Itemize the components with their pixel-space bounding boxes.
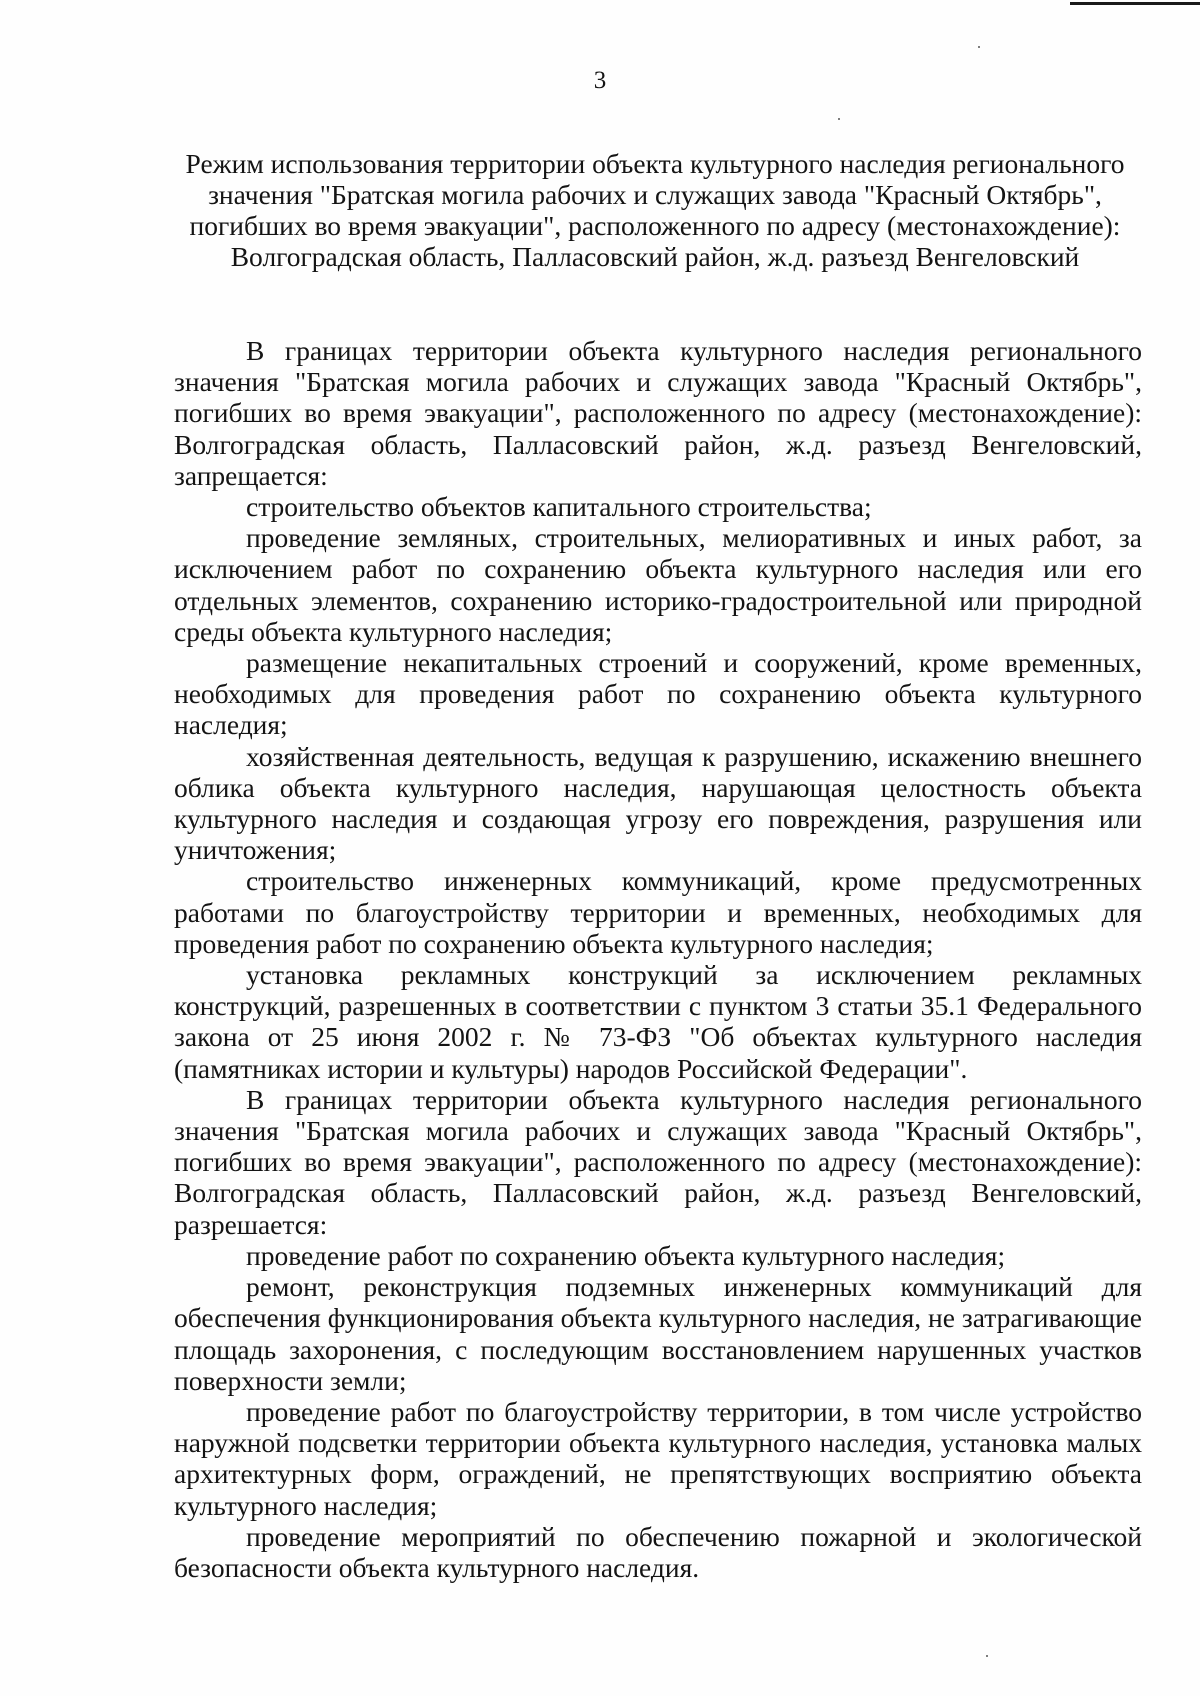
paragraph-permitted-item: проведение работ по благоустройству территории, в том числе устройство наружной подсветки территории объекта культурного наследия, установка малых архитектурных форм, ограждений, не препятствующих восприятию объекта культурного наследия; (174, 1395, 1142, 1521)
scan-speck (986, 1655, 988, 1657)
paragraph-prohibited-item: хозяйственная деятельность, ведущая к разрушению, искажению внешнего облика объекта культурного наследия, нарушающая целостность объекта культурного наследия и создающая угрозу его повреждения, разрушения или уничтожения; (174, 740, 1142, 866)
paragraph-prohibited-intro: В границах территории объекта культурного наследия регионального значения "Братская могила рабочих и служащих завода "Красный Октябрь", погибших во время эвакуации", расположенного по адресу (местонахождение): Волгоградская область, Палласовский район, ж.д. разъезд Венгеловский, запрещается: (174, 335, 1142, 491)
scan-speck (838, 118, 840, 120)
scan-speck (978, 46, 980, 48)
paragraph-prohibited-item: строительство инженерных коммуникаций, кроме предусмотренных работами по благоустройству территории и временных, необходимых для проведения работ по сохранению объекта культурного наследия; (174, 865, 1142, 959)
paragraph-prohibited-item: проведение земляных, строительных, мелиоративных и иных работ, за исключением работ по сохранению объекта культурного наследия или его отдельных элементов, сохранению историко-градостроительной или природной среды объекта культурного наследия; (174, 522, 1142, 647)
paragraph-permitted-item: проведение работ по сохранению объекта культурного наследия; (246, 1239, 1006, 1271)
paragraph-permitted-item: ремонт, реконструкция подземных инженерных коммуникаций для обеспечения функционирования объекта культурного наследия, не затрагивающие площадь захоронения, с последующим восстановлением нарушенных участков поверхности земли; (174, 1271, 1142, 1396)
document-body (174, 335, 1142, 1583)
document-title: Режим использования территории объекта культурного наследия регионального значения "Братская могила рабочих и служащих завода "Красный Октябрь", погибших во время эвакуации", расположенного по адресу (местонахождение): Волгоградская область, Палласовский район, ж.д. разъезд Венгеловский (185, 148, 1125, 272)
scan-edge-mark (1070, 2, 1200, 5)
paragraph-prohibited-item: строительство объектов капитального строительства; (246, 491, 872, 523)
page-number: 3 (593, 67, 607, 94)
paragraph-prohibited-item: установка рекламных конструкций за исключением рекламных конструкций, разрешенных в соответствии с пунктом 3 статьи 35.1 Федерального закона от 25 июня 2002 г. № 73-ФЗ "Об объектах культурного наследия (памятниках истории и культуры) народов Российской Федерации". (174, 959, 1142, 1084)
paragraph-permitted-item: проведение мероприятий по обеспечению пожарной и экологической безопасности объекта культурного наследия. (174, 1520, 1142, 1583)
paragraph-permitted-intro: В границах территории объекта культурного наследия регионального значения "Братская могила рабочих и служащих завода "Красный Октябрь", погибших во время эвакуации", расположенного по адресу (местонахождение): Волгоградская область, Палласовский район, ж.д. разъезд Венгеловский, разрешается: (174, 1083, 1142, 1240)
paragraph-prohibited-item: размещение некапитальных строений и сооружений, кроме временных, необходимых для проведения работ по сохранению объекта культурного наследия; (174, 647, 1142, 741)
